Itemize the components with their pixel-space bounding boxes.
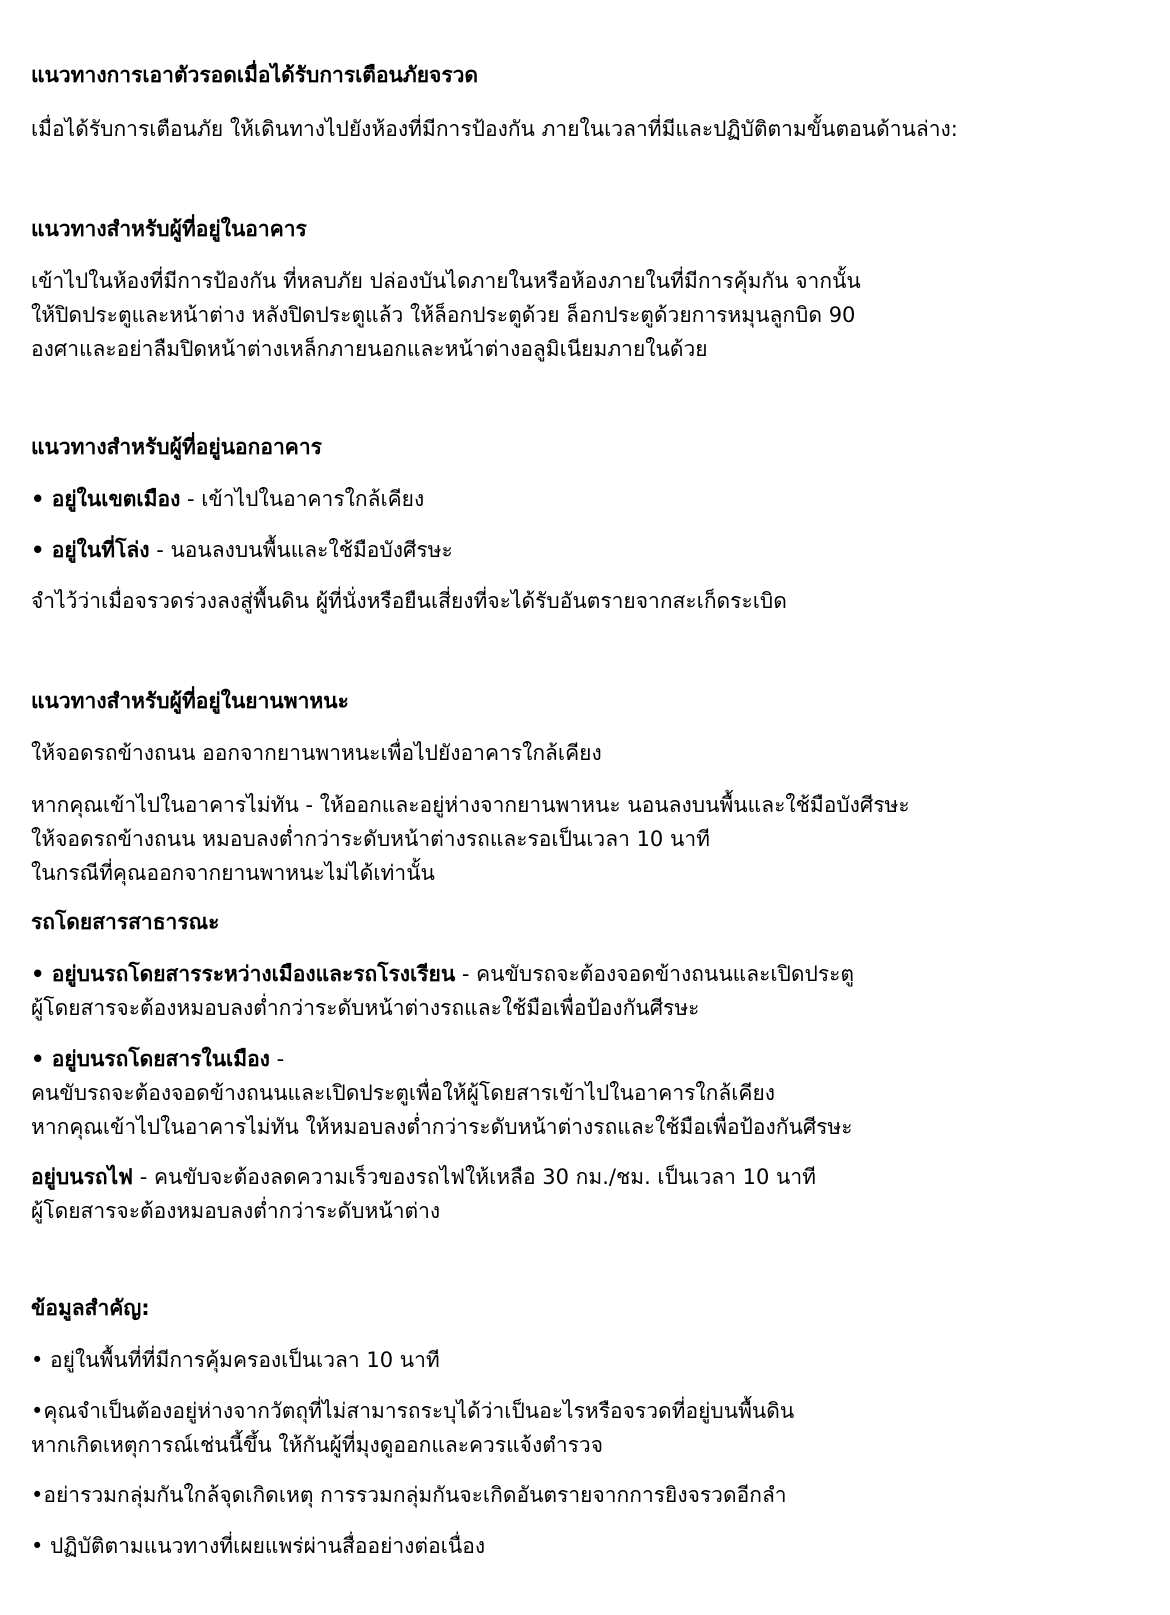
important-item-line: •คุณจำเป็นต้องอยู่ห่างจากวัตถุที่ไม่สามารถระบุได้ว่าเป็นอะไรหรือจรวดที่อยู่บนพื้นดิน bbox=[31, 1399, 795, 1423]
urban-text: - เข้าไปในอาคารใกล้เคียง bbox=[180, 487, 425, 511]
outdoor-urban-item bbox=[31, 482, 424, 516]
train-item bbox=[31, 1160, 816, 1228]
important-item-line: หากเกิดเหตุการณ์เช่นนี้ขึ้น ให้กันผู้ที่มุงดูออกและควรแจ้งตำรวจ bbox=[31, 1433, 604, 1457]
indoor-paragraph bbox=[31, 264, 861, 366]
indoor-line: เข้าไปในห้องที่มีการป้องกัน ที่หลบภัย ปล่องบันไดภายในหรือห้องภายในที่มีการคุ้มกัน จากนั้น bbox=[31, 269, 861, 293]
intercity-line2: ผู้โดยสารจะต้องหมอบลงต่ำกว่าระดับหน้าต่างรถและใช้มือเพื่อป้องกันศีรษะ bbox=[31, 996, 700, 1020]
train-label: อยู่บนรถไฟ bbox=[31, 1165, 134, 1189]
important-heading: ข้อมูลสำคัญ: bbox=[31, 1296, 150, 1320]
vehicle-heading: แนวทางสำหรับผู้ที่อยู่ในยานพาหนะ bbox=[31, 689, 349, 713]
vehicle-line1: ให้จอดรถข้างถนน ออกจากยานพาหนะเพื่อไปยังอาคารใกล้เคียง bbox=[31, 741, 602, 765]
outdoor-note: จำไว้ว่าเมื่อจรวดร่วงลงสู่พื้นดิน ผู้ที่นั่งหรือยืนเสี่ยงที่จะได้รับอันตรายจากสะเก็ดระเบิด bbox=[31, 589, 787, 613]
city-text: - bbox=[269, 1047, 285, 1071]
indoor-line: องศาและอย่าลืมปิดหน้าต่างเหล็กภายนอกและหน้าต่างอลูมิเนียมภายในด้วย bbox=[31, 337, 708, 361]
vehicle-line: หากคุณเข้าไปในอาคารไม่ทัน - ให้ออกและอยู่ห่างจากยานพาหนะ นอนลงบนพื้นและใช้มือบังศีรษะ bbox=[31, 793, 910, 817]
page-title: แนวทางการเอาตัวรอดเมื่อได้รับการเตือนภัยจรวด bbox=[31, 63, 479, 87]
urban-label: • อยู่ในเขตเมือง bbox=[31, 487, 181, 511]
intercity-label: • อยู่บนรถโดยสารระหว่างเมืองและรถโรงเรียน bbox=[31, 962, 456, 986]
city-label: • อยู่บนรถโดยสารในเมือง bbox=[31, 1047, 270, 1071]
important-item bbox=[31, 1394, 794, 1462]
intercity-text: - คนขับรถจะต้องจอดข้างถนนและเปิดประตู bbox=[455, 962, 855, 986]
open-text: - นอนลงบนพื้นและใช้มือบังศีรษะ bbox=[149, 538, 453, 562]
open-label: • อยู่ในที่โล่ง bbox=[31, 538, 150, 562]
outdoor-open-item bbox=[31, 533, 453, 567]
important-item: •อย่ารวมกลุ่มกันใกล้จุดเกิดเหตุ การรวมกลุ่มกันจะเกิดอันตรายจากการยิงจรวดอีกลำ bbox=[31, 1483, 787, 1507]
important-item: • ปฏิบัติตามแนวทางที่เผยแพร่ผ่านสื่ออย่างต่อเนื่อง bbox=[31, 1534, 486, 1558]
train-line2: ผู้โดยสารจะต้องหมอบลงต่ำกว่าระดับหน้าต่าง bbox=[31, 1199, 441, 1223]
train-text: - คนขับจะต้องลดความเร็วของรถไฟให้เหลือ 30 กม./ชม. เป็นเวลา 10 นาที bbox=[133, 1165, 816, 1189]
important-item: • อยู่ในพื้นที่ที่มีการคุ้มครองเป็นเวลา 10 นาที bbox=[31, 1348, 440, 1372]
city-line: คนขับรถจะต้องจอดข้างถนนและเปิดประตูเพื่อให้ผู้โดยสารเข้าไปในอาคารใกล้เคียง bbox=[31, 1081, 776, 1105]
indoor-line: ให้ปิดประตูและหน้าต่าง หลังปิดประตูแล้ว ให้ล็อกประตูด้วย ล็อกประตูด้วยการหมุนลูกบิด 90 bbox=[31, 303, 856, 327]
city-line: หากคุณเข้าไปในอาคารไม่ทัน ให้หมอบลงต่ำกว่าระดับหน้าต่างรถและใช้มือเพื่อป้องกันศีรษะ bbox=[31, 1115, 853, 1139]
public-transport-heading: รถโดยสารสาธารณะ bbox=[31, 910, 220, 934]
vehicle-paragraph bbox=[31, 788, 910, 890]
outdoor-heading: แนวทางสำหรับผู้ที่อยู่นอกอาคาร bbox=[31, 435, 322, 459]
vehicle-line: ในกรณีที่คุณออกจากยานพาหนะไม่ได้เท่านั้น bbox=[31, 861, 435, 885]
intercity-item bbox=[31, 957, 854, 1025]
city-bus-item bbox=[31, 1042, 853, 1144]
intro-text: เมื่อได้รับการเตือนภัย ให้เดินทางไปยังห้องที่มีการป้องกัน ภายในเวลาที่มีและปฏิบัติตามขั้นตอนด้านล่าง: bbox=[31, 117, 958, 141]
vehicle-line: ให้จอดรถข้างถนน หมอบลงต่ำกว่าระดับหน้าต่างรถและรอเป็นเวลา 10 นาที bbox=[31, 827, 710, 851]
indoor-heading: แนวทางสำหรับผู้ที่อยู่ในอาคาร bbox=[31, 217, 307, 241]
